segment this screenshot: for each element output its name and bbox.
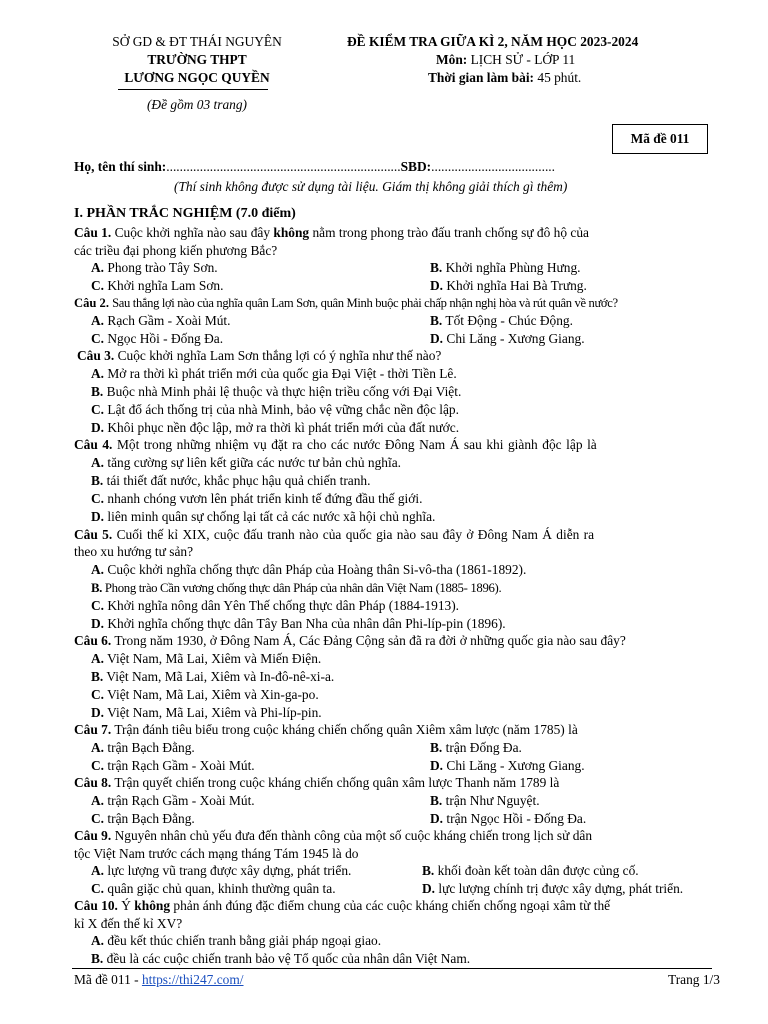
- question-6: [74, 632, 714, 650]
- option-letter: C.: [91, 598, 105, 613]
- option-text: trận Rạch Gầm - Xoài Mút.: [107, 758, 255, 773]
- student-info-line: [74, 159, 555, 175]
- footer-divider: [72, 968, 712, 969]
- subject-label: Môn:: [436, 52, 468, 67]
- option-b: [91, 383, 461, 401]
- instruction: (Thí sinh không được sử dụng tài liệu. Giám thị không giải thích gì thêm): [174, 179, 568, 194]
- question-number: Câu 5.: [74, 527, 113, 542]
- option-text: Việt Nam, Mã Lai, Xiêm và Miến Điện.: [107, 651, 322, 666]
- option-letter: A.: [91, 366, 105, 381]
- question-text: nằm trong phong trào đấu tranh chống sự đô hộ của: [309, 225, 589, 240]
- department-name: SỞ GD & ĐT THÁI NGUYÊN: [112, 34, 282, 49]
- question-text: Cuộc khởi nghĩa Lam Sơn thắng lợi có ý nghĩa như thế nào?: [117, 348, 442, 363]
- option-text: đều là các cuộc chiến tranh bảo vệ Tổ quốc của nhân dân Việt Nam.: [106, 951, 471, 966]
- option-b: [91, 950, 470, 968]
- question-text: Sau thắng lợi nào của nghĩa quân Lam Sơn, quân Minh buộc phải chấp nhận nghị hòa và rút quân về nước?: [112, 296, 618, 310]
- question-number: Câu 2.: [74, 296, 109, 310]
- question-number: Câu 1.: [74, 225, 112, 240]
- option-a: [91, 561, 526, 579]
- option-d: [91, 508, 435, 526]
- option-text: Tốt Động - Chúc Động.: [445, 313, 573, 328]
- option-a: [91, 365, 457, 383]
- option-letter: A.: [91, 455, 105, 470]
- option-text: Khởi nghĩa Phùng Hưng.: [445, 260, 581, 275]
- option-text: trận Rạch Gầm - Xoài Mút.: [107, 793, 255, 808]
- option-d: [430, 810, 586, 828]
- option-b: [91, 579, 501, 597]
- question-text: Trận quyết chiến trong cuộc kháng chiến chống quân xâm lược Thanh năm 1789 là: [114, 775, 560, 790]
- option-a: [91, 312, 230, 330]
- question-number: Câu 10.: [74, 898, 118, 913]
- option-letter: C.: [91, 881, 105, 896]
- time-label: Thời gian làm bài:: [428, 70, 535, 85]
- option-c: [91, 880, 336, 898]
- option-text: Phong trào Cần vương chống thực dân Pháp của nhân dân Việt Nam (1885- 1896).: [104, 581, 502, 595]
- option-b: [91, 668, 334, 686]
- school-underline: [118, 89, 268, 90]
- question-text: Trận đánh tiêu biểu trong cuộc kháng chiến chống quân Xiêm xâm lược (năm 1785) là: [114, 722, 578, 737]
- question-2: [74, 294, 714, 312]
- option-text: nhanh chóng vươn lên phát triển kinh tế đứng đầu thế giới.: [107, 491, 423, 506]
- option-text: Chi Lăng - Xương Giang.: [446, 758, 585, 773]
- option-text: lực lượng vũ trang được xây dựng, phát triển.: [107, 863, 352, 878]
- option-letter: D.: [422, 881, 436, 896]
- question-5-line-2: theo xu hướng tư sản?: [74, 544, 194, 559]
- option-letter: B.: [91, 951, 104, 966]
- option-text: lực lượng chính trị được xây dựng, phát triển.: [438, 881, 684, 896]
- question-emphasis: không: [273, 225, 310, 240]
- option-letter: D.: [430, 811, 444, 826]
- option-text: đều kết thúc chiến tranh bằng giải pháp ngoại giao.: [107, 933, 382, 948]
- footer-code: Mã đề 011 -: [74, 972, 142, 987]
- option-a: [91, 454, 401, 472]
- option-b: [91, 472, 370, 490]
- question-text: Cuối thế kỉ XIX, cuộc đấu tranh nào của quốc gia nào sau đây ở Đông Nam Á diễn ra: [116, 527, 595, 542]
- option-letter: B.: [422, 863, 435, 878]
- option-text: Mở ra thời kì phát triển mới của quốc gia Đại Việt - thời Tiền Lê.: [107, 366, 457, 381]
- option-letter: C.: [91, 278, 105, 293]
- option-text: tăng cường sự liên kết giữa các nước tư bản chủ nghĩa.: [107, 455, 402, 470]
- question-number: Câu 7.: [74, 722, 112, 737]
- option-letter: B.: [430, 740, 443, 755]
- option-letter: B.: [430, 793, 443, 808]
- exam-code-box: Mã đề 011: [612, 124, 708, 154]
- option-c: [91, 490, 422, 508]
- question-1: [74, 224, 714, 242]
- option-text: trận Bạch Đằng.: [107, 811, 195, 826]
- option-letter: B.: [430, 260, 443, 275]
- question-10-line-2: kỉ X đến thế kỉ XV?: [74, 916, 183, 931]
- option-a: [91, 932, 381, 950]
- question-4: [74, 436, 714, 454]
- page-number: Trang 1/3: [668, 972, 720, 987]
- option-c: [91, 401, 459, 419]
- option-text: Khởi nghĩa Lam Sơn.: [107, 278, 224, 293]
- option-d: [430, 277, 587, 295]
- school-line-1: TRƯỜNG THPT: [147, 52, 247, 67]
- question-10: [74, 897, 714, 915]
- name-dots: ......................................................................: [166, 159, 401, 174]
- option-text: Việt Nam, Mã Lai, Xiêm và In-đô-nê-xi-a.: [106, 669, 335, 684]
- option-letter: D.: [430, 278, 444, 293]
- option-text: Khôi phục nền độc lập, mở ra thời kì phát triển mới của đất nước.: [107, 420, 460, 435]
- question-number: Câu 9.: [74, 828, 112, 843]
- question-text: Ý: [121, 898, 135, 913]
- question-9: [74, 827, 714, 845]
- option-text: Lật đổ ách thống trị của nhà Minh, bảo vệ vững chắc nền độc lập.: [107, 402, 459, 417]
- option-text: quân giặc chủ quan, khinh thường quân ta.: [107, 881, 336, 896]
- subject-line: [436, 52, 575, 68]
- option-letter: A.: [91, 260, 105, 275]
- option-letter: A.: [91, 562, 105, 577]
- question-text: Trong năm 1930, ở Đông Nam Á, Các Đảng Cộng sản đã ra đời ở những quốc gia nào sau đây?: [114, 633, 626, 648]
- option-letter: A.: [91, 740, 105, 755]
- option-c: [91, 597, 459, 615]
- option-b: [430, 739, 522, 757]
- option-c: [91, 330, 223, 348]
- option-d: [91, 615, 506, 633]
- option-text: trận Như Nguyệt.: [445, 793, 540, 808]
- question-9-line-2: tộc Việt Nam trước cách mạng tháng Tám 1945 là do: [74, 846, 359, 861]
- option-b: [430, 312, 573, 330]
- question-number: Câu 3.: [77, 348, 115, 363]
- section-title: I. PHẦN TRẮC NGHIỆM (7.0 điểm): [74, 206, 296, 221]
- option-text: Chi Lăng - Xương Giang.: [446, 331, 585, 346]
- option-letter: D.: [91, 705, 105, 720]
- name-label: Họ, tên thí sinh:: [74, 159, 167, 174]
- option-letter: B.: [91, 581, 103, 595]
- question-8: [74, 774, 714, 792]
- option-a: [91, 650, 321, 668]
- option-a: [91, 862, 351, 880]
- footer-left: [74, 972, 244, 988]
- option-d: [430, 330, 585, 348]
- option-c: [91, 277, 223, 295]
- option-letter: C.: [91, 758, 105, 773]
- option-d: [430, 757, 585, 775]
- option-a: [91, 259, 218, 277]
- option-b: [430, 792, 540, 810]
- time-line: [428, 70, 581, 86]
- subject-value: LỊCH SỬ - LỚP 11: [470, 52, 576, 67]
- option-letter: C.: [91, 402, 105, 417]
- question-text: Nguyên nhân chủ yếu đưa đến thành công của một số cuộc kháng chiến trong lịch sử dân: [114, 828, 593, 843]
- option-letter: D.: [91, 616, 105, 631]
- option-text: trận Ngọc Hồi - Đống Đa.: [446, 811, 587, 826]
- sbd-dots: .....................................: [431, 159, 555, 174]
- time-value: 45 phút.: [537, 70, 582, 85]
- question-number: Câu 6.: [74, 633, 112, 648]
- option-letter: B.: [91, 473, 104, 488]
- option-text: Việt Nam, Mã Lai, Xiêm và Xin-ga-po.: [107, 687, 319, 702]
- question-3: [77, 347, 717, 365]
- option-d: [422, 880, 683, 898]
- question-5: [74, 526, 714, 544]
- question-text: Cuộc khởi nghĩa nào sau đây: [114, 225, 274, 240]
- footer-link[interactable]: https://thi247.com/: [141, 972, 244, 987]
- question-number: Câu 8.: [74, 775, 112, 790]
- option-text: Khởi nghĩa nông dân Yên Thế chống thực dân Pháp (1884-1913).: [107, 598, 460, 613]
- option-text: Khởi nghĩa chống thực dân Tây Ban Nha của nhân dân Phi-líp-pin (1896).: [107, 616, 506, 631]
- option-letter: D.: [430, 758, 444, 773]
- option-text: Khởi nghĩa Hai Bà Trưng.: [446, 278, 587, 293]
- option-letter: B.: [91, 384, 104, 399]
- option-c: [91, 757, 255, 775]
- question-text: Một trong những nhiệm vụ đặt ra cho các nước Đông Nam Á sau khi giành độc lập là: [116, 437, 597, 452]
- pages-note: (Đề gồm 03 trang): [146, 97, 248, 112]
- option-letter: C.: [91, 687, 105, 702]
- option-text: khối đoàn kết toàn dân được củng cố.: [437, 863, 639, 878]
- option-letter: A.: [91, 863, 105, 878]
- option-text: trận Bạch Đằng.: [107, 740, 195, 755]
- option-letter: C.: [91, 491, 105, 506]
- option-text: Phong trào Tây Sơn.: [107, 260, 218, 275]
- question-emphasis: không: [134, 898, 171, 913]
- option-letter: A.: [91, 933, 105, 948]
- option-a: [91, 792, 255, 810]
- exam-title: ĐỀ KIỂM TRA GIỮA KÌ 2, NĂM HỌC 2023-2024: [347, 34, 639, 49]
- option-text: Buộc nhà Minh phải lệ thuộc và thực hiện triều cống với Đại Việt.: [106, 384, 462, 399]
- option-letter: D.: [430, 331, 444, 346]
- option-b: [430, 259, 581, 277]
- question-7: [74, 721, 714, 739]
- option-letter: A.: [91, 313, 105, 328]
- question-1-line-2: các triều đại phong kiến phương Bắc?: [74, 243, 278, 258]
- question-text: phản ánh đúng đặc điểm chung của các cuộc kháng chiến chống ngoại xâm từ thế: [170, 898, 611, 913]
- option-letter: B.: [430, 313, 443, 328]
- option-letter: C.: [91, 331, 105, 346]
- option-text: tái thiết đất nước, khắc phục hậu quả chiến tranh.: [106, 473, 371, 488]
- option-text: Việt Nam, Mã Lai, Xiêm và Phi-líp-pin.: [107, 705, 322, 720]
- option-text: trận Đống Đa.: [445, 740, 522, 755]
- question-number: Câu 4.: [74, 437, 113, 452]
- option-letter: A.: [91, 651, 105, 666]
- option-c: [91, 686, 319, 704]
- option-text: Cuộc khởi nghĩa chống thực dân Pháp của Hoàng thân Si-vô-tha (1861-1892).: [107, 562, 527, 577]
- option-a: [91, 739, 195, 757]
- option-text: liên minh quân sự chống lại tất cả các nước xã hội chủ nghĩa.: [107, 509, 436, 524]
- option-letter: A.: [91, 793, 105, 808]
- sbd-label: SBD:: [400, 159, 432, 174]
- option-c: [91, 810, 195, 828]
- option-d: [91, 704, 322, 722]
- option-text: Ngọc Hồi - Đống Đa.: [107, 331, 224, 346]
- school-line-2: LƯƠNG NGỌC QUYỀN: [124, 70, 270, 85]
- option-d: [91, 419, 459, 437]
- option-letter: D.: [91, 509, 105, 524]
- option-letter: C.: [91, 811, 105, 826]
- option-letter: B.: [91, 669, 104, 684]
- option-text: Rạch Gầm - Xoài Mút.: [107, 313, 231, 328]
- option-b: [422, 862, 639, 880]
- option-letter: D.: [91, 420, 105, 435]
